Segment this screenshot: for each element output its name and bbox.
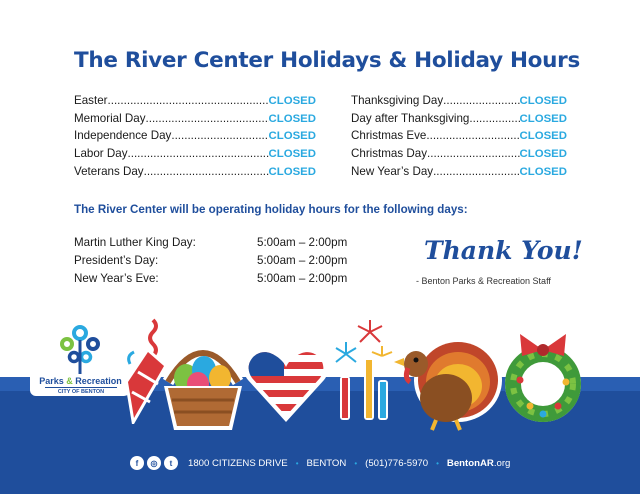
hours-day: New Year’s Eve: [74,272,159,285]
page-title: The River Center Holidays & Holiday Hours [74,48,580,73]
holiday-row [351,165,567,183]
holiday-row [351,112,567,130]
footer-separator: • [354,458,358,468]
wreath-icon [500,320,586,426]
flag-heart-icon [240,340,332,426]
instagram-icon[interactable]: ◎ [147,456,161,470]
logo-city: CITY OF BENTON [45,387,117,395]
holiday-name: Christmas Day [351,147,428,161]
holiday-name: Labor Day [74,147,128,161]
holiday-status: CLOSED [268,130,316,143]
holiday-name: Veterans Day [74,164,144,178]
holiday-row [351,129,567,147]
logo-name: Parks & Recreation [39,376,122,386]
holiday-row [74,129,316,147]
holiday-status: CLOSED [519,112,567,125]
footer-website[interactable]: BentonAR.org [446,457,511,469]
holiday-name: Easter [74,94,108,107]
hours-time: 5:00am – 2:00pm [257,254,348,267]
holiday-status: CLOSED [268,165,316,178]
holiday-hours-subheading: The River Center will be operating holiday hours for the following days: [74,203,468,216]
holiday-name: Day after Thanksgiving [351,111,470,125]
holiday-name: Christmas Eve [351,129,427,143]
closed-holidays-left [74,94,316,182]
staff-signature: - Benton Parks & Recreation Staff [416,276,551,286]
holiday-row [74,94,316,112]
hours-row [74,272,377,290]
turkey-icon [392,328,504,432]
holiday-status: CLOSED [519,130,567,143]
fireworks-icon [326,318,398,426]
hours-day: Martin Luther King Day: [74,236,196,249]
footer-address: 1800 CITIZENS DRIVE [188,457,288,469]
footer-contact [130,455,510,471]
holiday-status: CLOSED [519,95,567,107]
holiday-status: CLOSED [268,112,316,125]
holiday-row [74,112,316,130]
holiday-row [74,147,316,165]
holiday-row [351,94,567,112]
holiday-name: Memorial Day [74,111,146,125]
hours-row [74,254,377,272]
twitter-icon[interactable]: t [164,456,178,470]
holiday-name: Independence Day [74,129,172,143]
holiday-status: CLOSED [268,148,316,161]
holiday-status: CLOSED [519,165,567,178]
footer-city: BENTON [306,457,347,469]
holiday-row [351,147,567,165]
easter-basket-icon [160,330,246,434]
thank-you-heading: Thank You! [424,236,583,265]
holiday-name: Thanksgiving Day [351,94,444,107]
footer-separator: • [436,458,439,468]
hours-day: President’s Day: [74,254,159,267]
tree-logo-icon [30,320,130,376]
hours-row [74,236,377,254]
holiday-status: CLOSED [268,95,316,107]
holiday-name: New Year’s Day [351,164,434,178]
hours-time: 5:00am – 2:00pm [257,272,348,285]
footer-separator: • [295,458,299,468]
holiday-row [74,165,316,183]
holiday-hours-list [74,236,377,290]
holiday-status: CLOSED [519,148,567,161]
footer-phone: (501)776-5970 [365,457,429,469]
hours-time: 5:00am – 2:00pm [257,236,348,249]
social-links [130,456,178,470]
facebook-icon[interactable]: f [130,456,144,470]
closed-holidays-right [351,94,567,182]
